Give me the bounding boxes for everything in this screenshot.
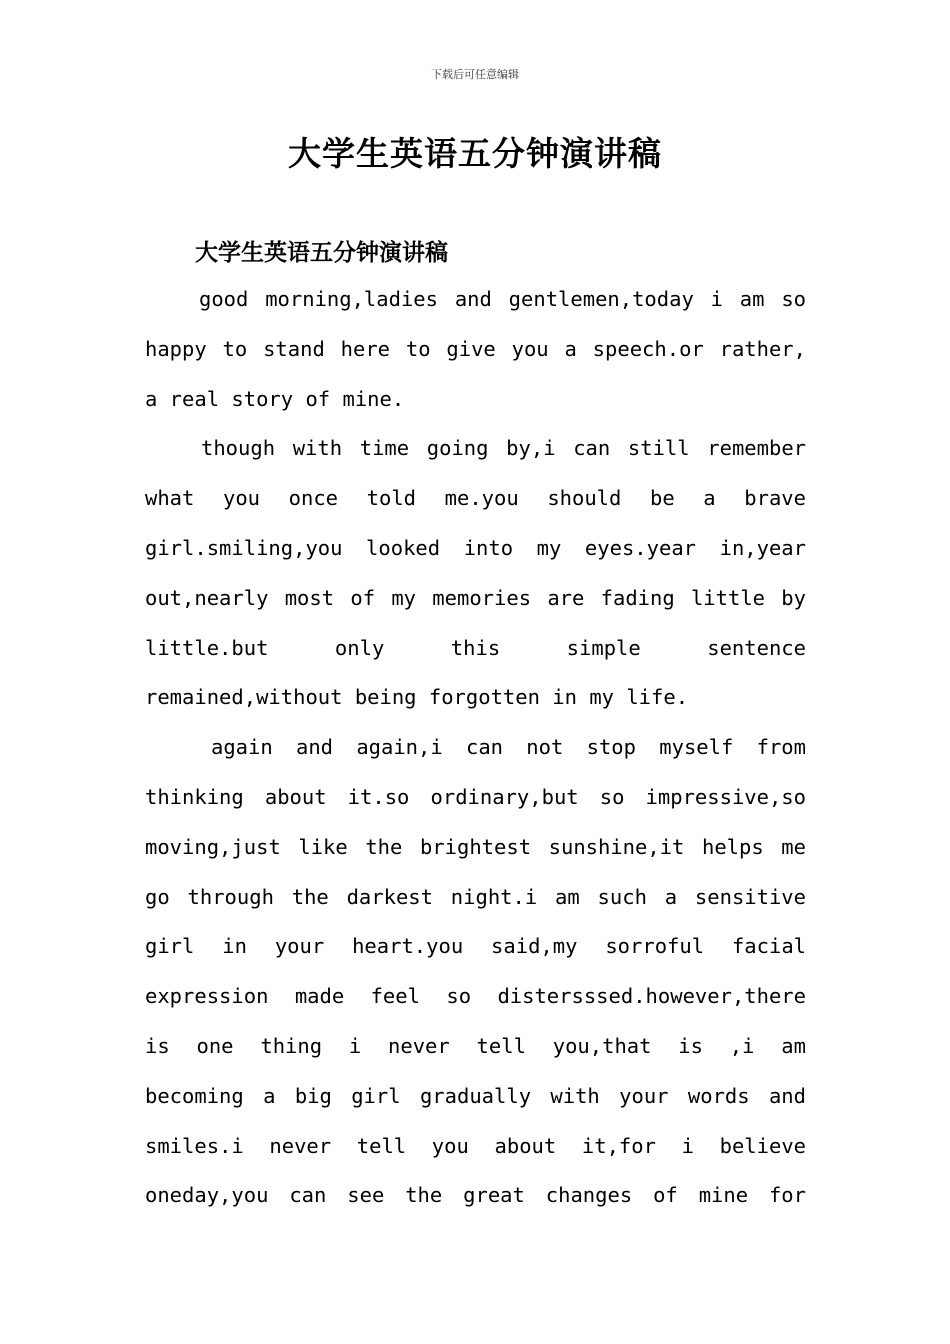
text-line: girl.smiling,you looked into my eyes.year in,year [145, 535, 806, 560]
text-line: little.but only this simple sentence [145, 635, 806, 660]
text-line: becoming a big girl gradually with your words and [145, 1083, 806, 1108]
text-line: smiles.i never tell you about it,for i believe [145, 1133, 806, 1158]
text-line: moving,just like the brightest sunshine,it helps me [145, 834, 806, 859]
text-line: go through the darkest night.i am such a sensitive [145, 884, 806, 909]
text-line: is one thing i never tell you,that is ,i am [145, 1033, 806, 1058]
text-line: happy to stand here to give you a speech.or rather, [145, 336, 806, 361]
paragraph-3 [145, 723, 806, 1221]
page-header-note: 下载后可任意编辑 [431, 68, 519, 81]
text-line: out,nearly most of my memories are fading little by [145, 585, 806, 610]
text-line: though with time going by,i can still remember [201, 436, 806, 461]
text-line: girl in your heart.you said,my sorroful facial [145, 934, 806, 959]
paragraph-2 [145, 424, 806, 723]
text-line: expression made feel so distersssed.however,there [145, 984, 806, 1009]
document-title: 大学生英语五分钟演讲稿 [288, 134, 662, 173]
text-line: good morning,ladies and gentlemen,today i am so [199, 287, 806, 311]
text-line: remained,without being forgotten in my life. [145, 685, 689, 710]
text-line: again and again,i can not stop myself from [211, 735, 806, 760]
text-line: oneday,you can see the great changes of mine for [145, 1183, 806, 1208]
paragraph-1 [145, 275, 806, 424]
text-line: what you once told me.you should be a brave [145, 486, 806, 511]
document-body [145, 275, 806, 1221]
text-line: thinking about it.so ordinary,but so impressive,so [145, 784, 806, 809]
document-subtitle: 大学生英语五分钟演讲稿 [195, 239, 448, 266]
text-line: a real story of mine. [145, 386, 405, 411]
